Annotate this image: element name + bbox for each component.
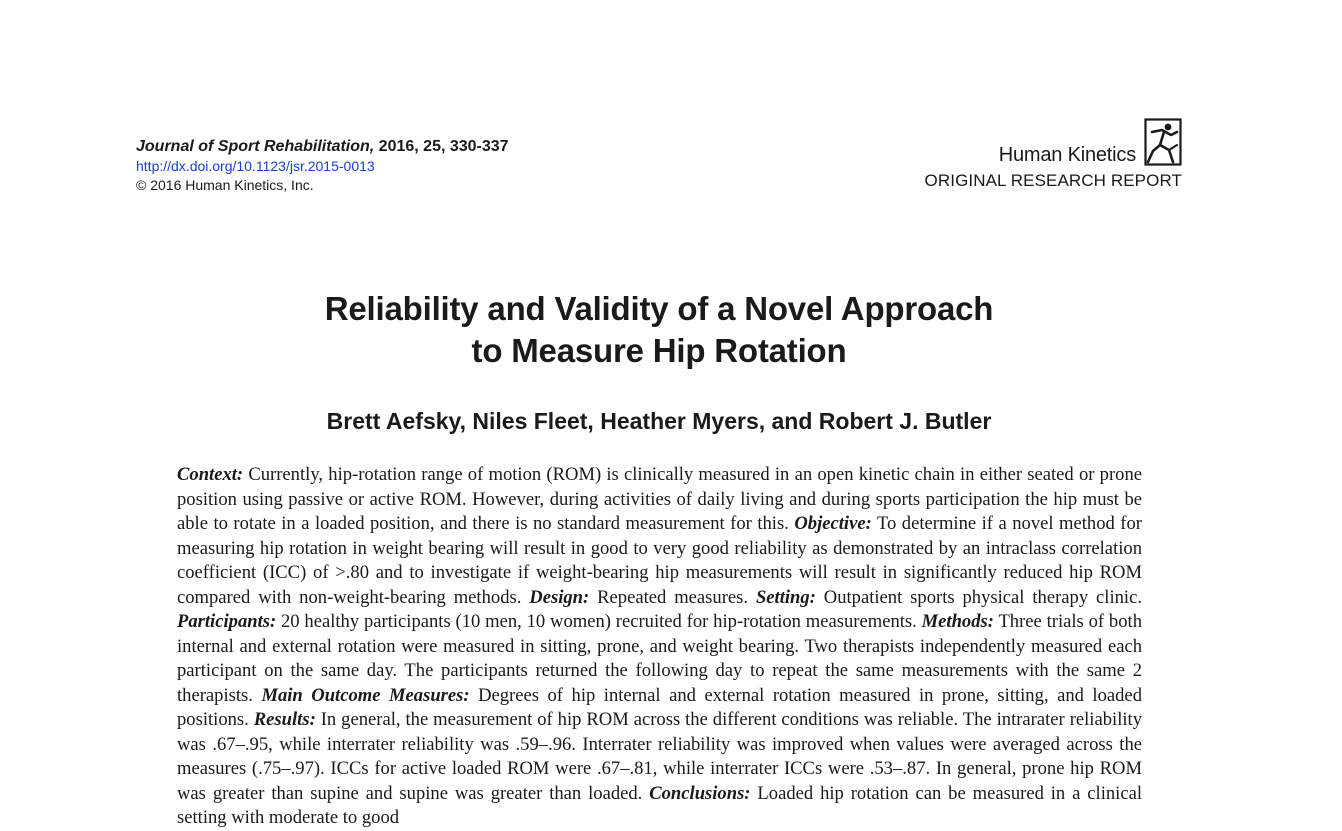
journal-citation bbox=[136, 137, 509, 157]
results-text: In general, the measurement of hip ROM across the different conditions was reliable. The intrarater reliability was .67–.95, while interrater reliability was .59–.96. Interrater reliability was improved when values were averaged across the measures (.75–.97). ICCs for active loaded ROM were .67–.81, while interrater ICCs were .53–.87. In general, prone hip ROM was greater than supine and supine was greater than loaded. bbox=[177, 709, 1142, 804]
setting-label: Setting: bbox=[755, 586, 816, 608]
conclusions-text: Loaded hip rotation can be measured in a clinical setting with moderate to good bbox=[177, 782, 1143, 828]
context-text: Currently, hip-rotation range of motion (ROM) is clinically measured in an open kinetic chain in either seated or prone position using passive or active ROM. However, during activities of daily living and during sports participation the hip must be able to rotate in a loaded position, and there is no standard measurement for this. bbox=[177, 464, 1142, 534]
journal-volume-pages: 2016, 25, 330-337 bbox=[374, 138, 509, 155]
report-type-label: ORIGINAL RESEARCH REPORT bbox=[924, 171, 1182, 190]
methods-label: Methods: bbox=[921, 611, 994, 632]
abstract bbox=[177, 463, 1142, 831]
journal-header bbox=[136, 137, 509, 195]
design-label: Design: bbox=[529, 586, 590, 608]
title-line-1: Reliability and Validity of a Novel Approach bbox=[324, 290, 994, 327]
article-title bbox=[0, 288, 1318, 372]
design-text: Repeated measures. bbox=[589, 586, 756, 608]
methods-text: Three trials of both internal and external rotation were measured in sitting, prone, and weight bearing. Two therapists independently measured each participant on the same day. The participants returned the following day to repeat the same measurements with the same 2 therapists. bbox=[177, 611, 1142, 706]
doi-link[interactable]: http://dx.doi.org/10.1123/jsr.2015-0013 bbox=[136, 158, 375, 174]
objective-label: Objective: bbox=[794, 513, 872, 534]
outcome-label: Main Outcome Measures: bbox=[261, 684, 470, 706]
publisher-row bbox=[925, 118, 1182, 166]
author-list: Brett Aefsky, Niles Fleet, Heather Myers, and Robert J. Butler bbox=[326, 408, 992, 434]
journal-name: Journal of Sport Rehabilitation, bbox=[136, 138, 375, 155]
title-line-2: to Measure Hip Rotation bbox=[471, 332, 847, 369]
context-label: Context: bbox=[177, 464, 244, 485]
objective-text: To determine if a novel method for measuring hip rotation in weight bearing will result in good to very good reliability as demonstrated by an intraclass correlation coefficient (ICC) of >.80 and to investigate if weight-bearing hip measurements will result in significantly reduced hip ROM compared with non-weight-bearing methods. bbox=[177, 513, 1142, 608]
copyright-notice: © 2016 Human Kinetics, Inc. bbox=[136, 177, 314, 193]
participants-label: Participants: bbox=[177, 611, 277, 632]
setting-text: Outpatient sports physical therapy clinic. bbox=[815, 586, 1142, 608]
publisher-header bbox=[925, 118, 1182, 192]
publisher-name: Human Kinetics bbox=[998, 144, 1136, 166]
participants-text: 20 healthy participants (10 men, 10 women) recruited for hip-rotation measurements. bbox=[276, 611, 922, 632]
outcome-text: Degrees of hip internal and external rotation measured in prone, sitting, and loaded positions. bbox=[177, 684, 1142, 730]
human-kinetics-logo-icon bbox=[1144, 118, 1182, 166]
results-label: Results: bbox=[253, 709, 316, 730]
conclusions-label: Conclusions: bbox=[649, 782, 751, 804]
